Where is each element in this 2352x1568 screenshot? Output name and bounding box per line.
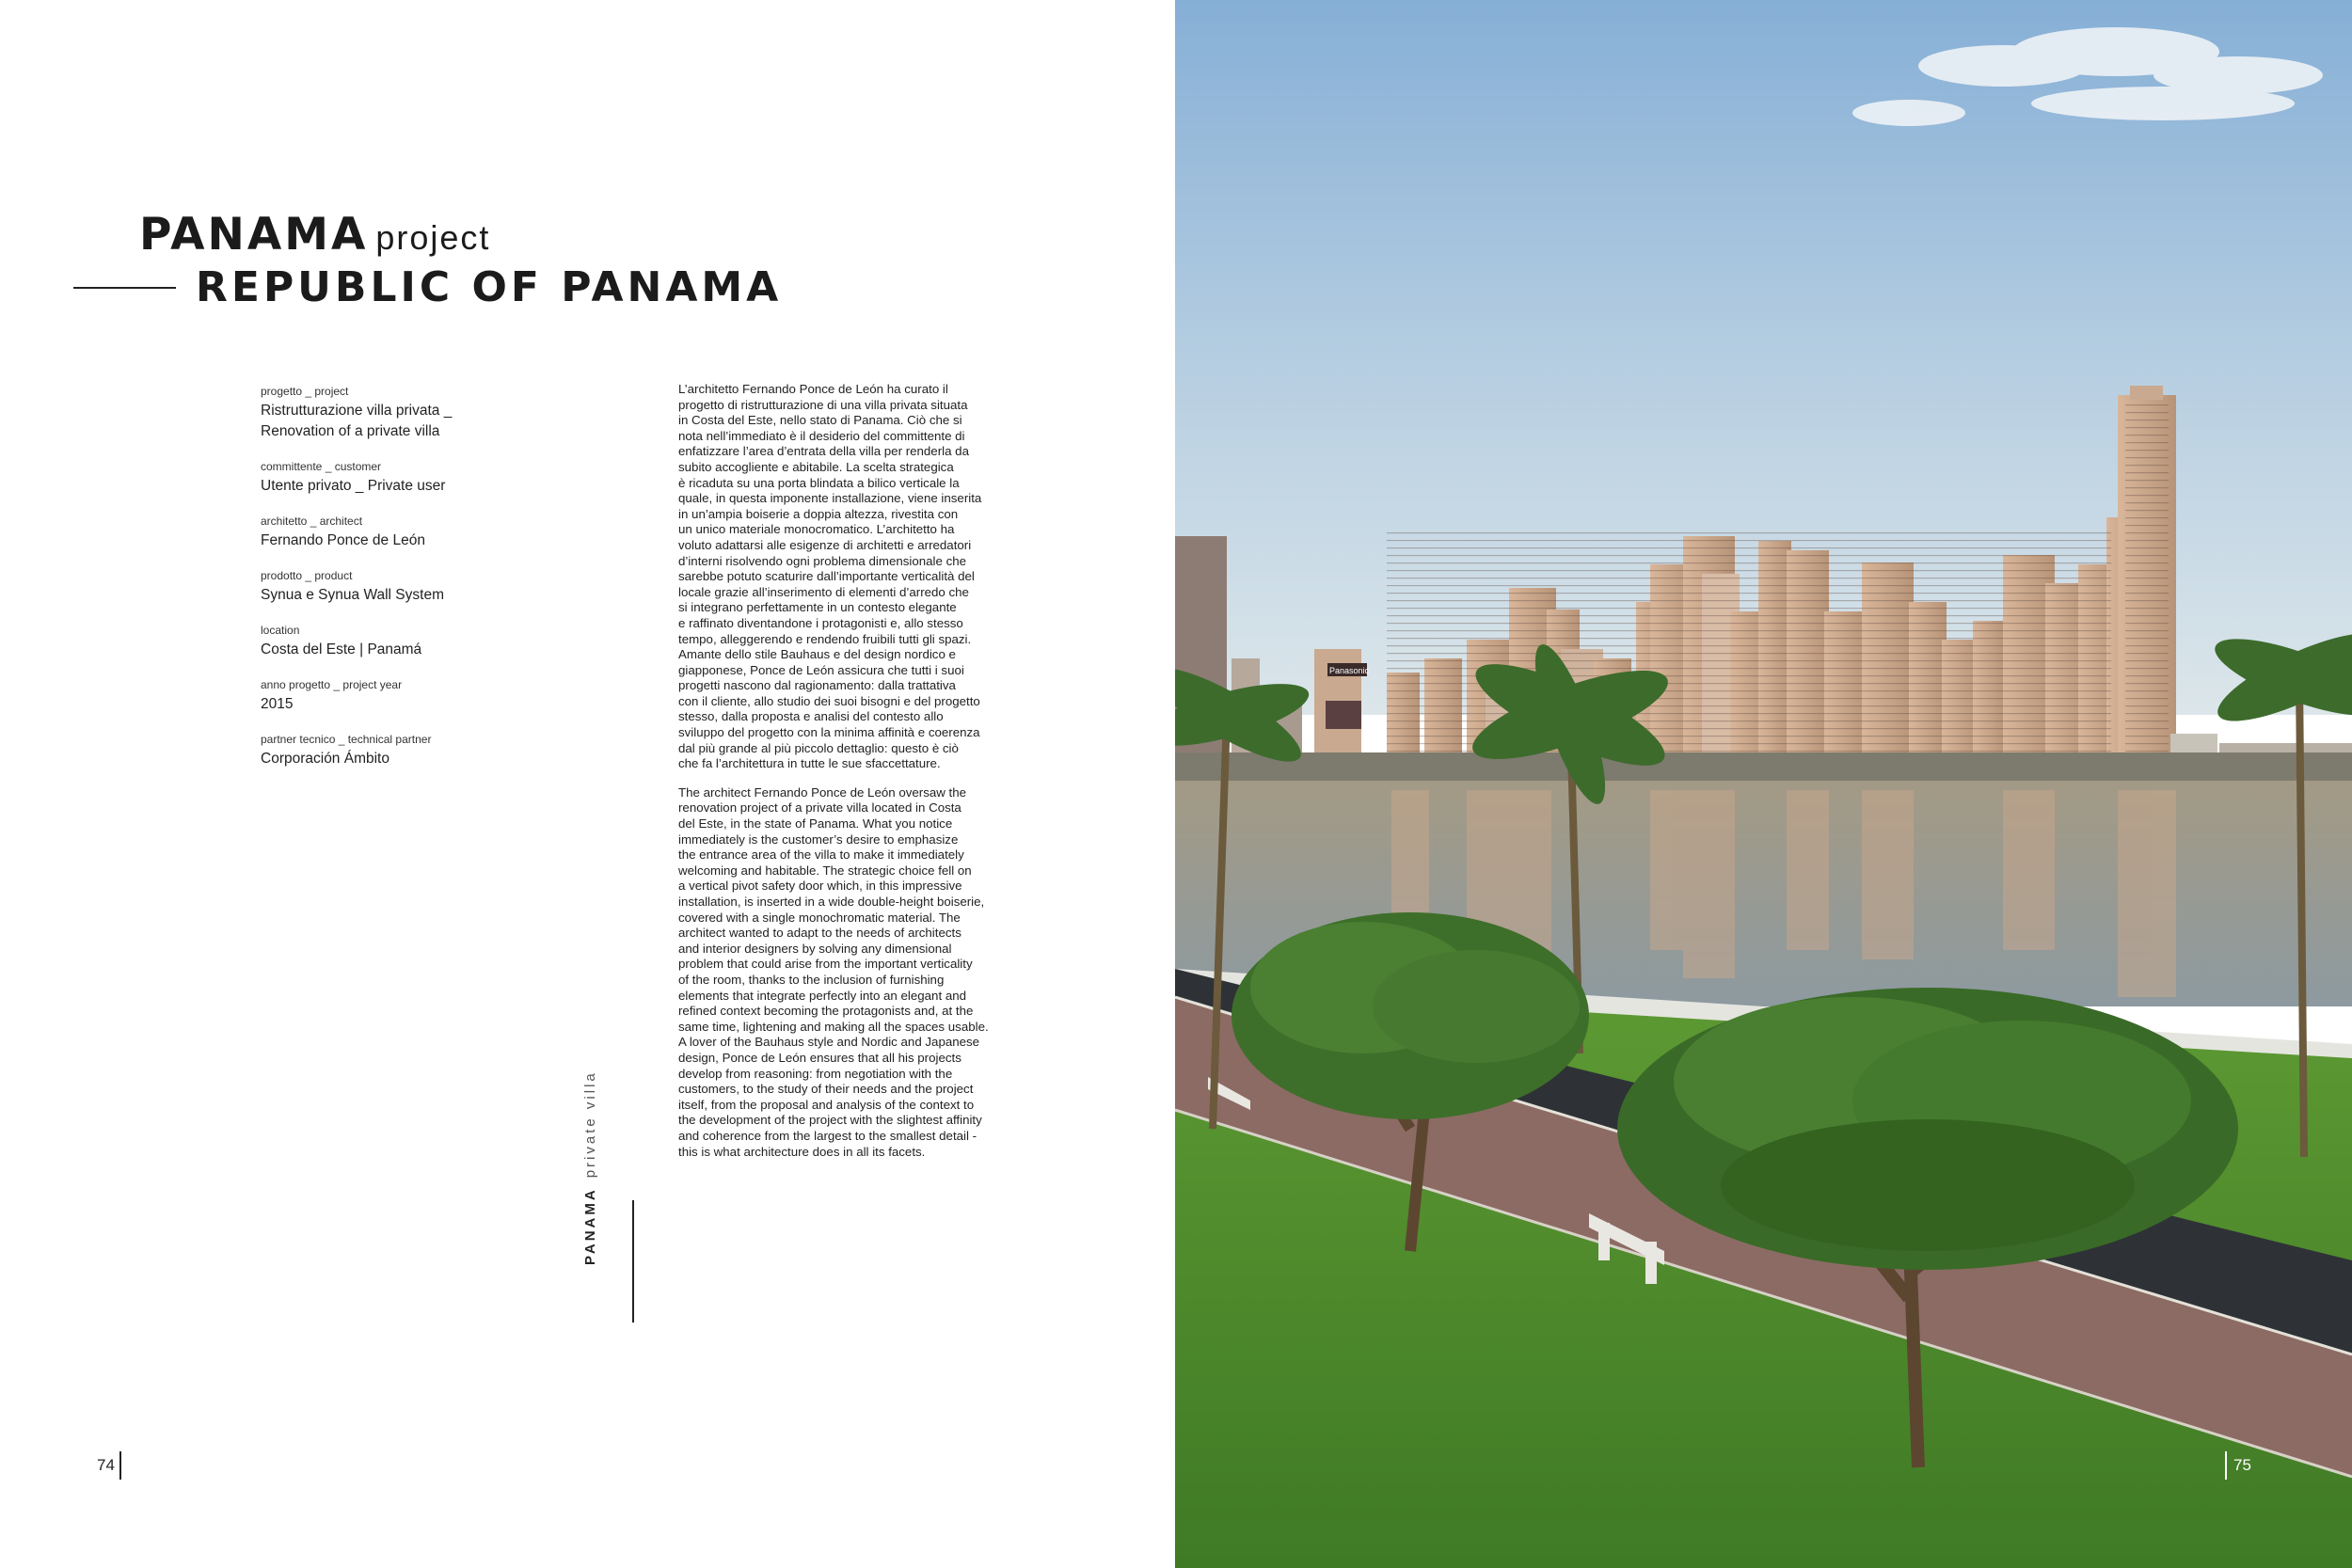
title-bold: PANAMA [139, 209, 369, 261]
spec-item [261, 514, 543, 551]
body-line: subito accogliente e abitabile. La scelta strategica [678, 459, 954, 474]
body-line: covered with a single monochromatic material. The [678, 910, 961, 925]
side-rule [632, 1200, 634, 1323]
body-line: sarebbe potuto scaturire dall’importante verticalità del [678, 569, 975, 584]
body-line: quale, in questa imponente installazione, viene inserita [678, 491, 982, 506]
project-specs [261, 384, 543, 786]
body-line: problem that could arise from the important verticality [678, 957, 973, 972]
body-line: design, Ponce de León ensures that all his projects [678, 1050, 961, 1065]
body-line: customers, to the study of their needs and the project [678, 1082, 974, 1097]
photo-panama-skyline [1175, 0, 2352, 1568]
spec-value: Renovation of a private villa [261, 423, 440, 439]
body-line: L’architetto Fernando Ponce de León ha curato il [678, 382, 948, 396]
spec-value: Corporación Ámbito [261, 751, 389, 767]
body-line: develop from reasoning: from negotiation with the [678, 1066, 953, 1081]
spec-label: progetto _ project [261, 385, 349, 398]
body-line: locale grazie all’inserimento di elementi d’arredo che [678, 584, 969, 599]
body-line: sviluppo del progetto con la minima affinità e coerenza [678, 725, 980, 740]
body-text [678, 382, 1017, 1160]
body-line: and coherence from the largest to the smallest detail - [678, 1128, 977, 1143]
body-english [678, 785, 1017, 1160]
body-line: welcoming and habitable. The strategic choice fell on [678, 863, 972, 878]
body-line: che fa l’architettura in tutte le sue sfaccettature. [678, 756, 941, 771]
body-line: si integrano perfettamente in un contesto elegante [678, 600, 957, 615]
body-line: giapponese, Ponce de León assicura che tutti i suoi [678, 662, 964, 677]
body-line: A lover of the Bauhaus style and Nordic and Japanese [678, 1035, 980, 1050]
page-number-right: 75 [2233, 1456, 2251, 1474]
body-line: installation, is inserted in a wide double-height boiserie, [678, 895, 985, 909]
body-line: voluto adattarsi alle esigenze di architetti e arredatori [678, 537, 972, 552]
body-line: con il cliente, allo studio dei suoi bisogni e del progetto [678, 693, 980, 708]
body-line: the development of the project with the slightest affinity [678, 1113, 982, 1128]
body-line: un unico materiale monocromatico. L’architetto ha [678, 522, 955, 537]
body-line: The architect Fernando Ponce de León oversaw the [678, 784, 967, 800]
body-line: refined context becoming the protagonists and, at the [678, 1004, 974, 1019]
spec-label: location [261, 624, 300, 637]
body-line: nota nell’immediato è il desiderio del committente di [678, 428, 965, 443]
body-line: renovation project of a private villa located in Costa [678, 800, 961, 816]
body-line: in Costa del Este, nello stato di Panama. Ciò che si [678, 413, 962, 428]
body-line: architect wanted to adapt to the needs of architects [678, 926, 961, 941]
spec-label: anno progetto _ project year [261, 678, 403, 691]
skyline-photo-svg [1175, 0, 2352, 1568]
body-line: del Este, in the state of Panama. What you notice [678, 816, 953, 832]
body-line: itself, from the proposal and analysis of the context to [678, 1097, 975, 1112]
body-italian [678, 382, 1017, 772]
body-line: in un’ampia boiserie a doppia altezza, rivestita con [678, 506, 959, 521]
body-line: stesso, dalla proposta e analisi del contesto allo [678, 709, 944, 724]
body-line: Amante dello stile Bauhaus e del design nordico e [678, 647, 956, 662]
spec-item [261, 623, 543, 660]
left-page [0, 0, 1175, 1568]
spec-label: partner tecnico _ technical partner [261, 733, 432, 746]
body-line: immediately is the customer’s desire to emphasize [678, 832, 959, 847]
page-title-line2: REPUBLIC OF PANAMA [196, 263, 783, 311]
side-label-light: private villa [582, 1070, 598, 1179]
body-line: enfatizzare l’area d’entrata della villa per renderla da [678, 444, 969, 459]
title-rule [73, 287, 176, 289]
spec-value: 2015 [261, 696, 294, 712]
page-title-line1 [139, 209, 491, 261]
body-line: progetti nascono dal ragionamento: dalla trattativa [678, 678, 956, 693]
body-line: same time, lightening and making all the spaces usable. [678, 1019, 989, 1034]
body-line: elements that integrate perfectly into an elegant and [678, 988, 967, 1003]
spec-value: Synua e Synua Wall System [261, 587, 444, 603]
page-number-right-bar [2225, 1451, 2227, 1480]
body-line: the entrance area of the villa to make it immediately [678, 847, 964, 863]
page-number-left: 74 [97, 1456, 115, 1474]
billboard-text: Panasonic [1329, 666, 1370, 675]
spec-label: committente _ customer [261, 460, 382, 473]
title-thin: project [375, 218, 491, 257]
shoreline [1175, 752, 2352, 781]
spec-value: Ristrutturazione villa privata _ [261, 403, 453, 419]
spec-item [261, 568, 543, 606]
spec-value: Utente privato _ Private user [261, 478, 446, 494]
spec-item [261, 384, 543, 442]
body-line: this is what architecture does in all its facets. [678, 1144, 926, 1159]
body-line: and interior designers by solving any dimensional [678, 941, 952, 956]
spec-item [261, 459, 543, 497]
body-line: e raffinato diventandone i protagonisti e, allo stesso [678, 615, 963, 630]
side-label-bold: PANAMA [582, 1187, 598, 1265]
spec-label: prodotto _ product [261, 569, 353, 582]
body-line: of the room, thanks to the inclusion of furnishing [678, 972, 945, 987]
spec-value: Fernando Ponce de León [261, 532, 425, 548]
body-line: dal più grande al più piccolo dettaglio: questo è ciò [678, 740, 959, 755]
body-line: progetto di ristrutturazione di una villa privata situata [678, 397, 968, 412]
spec-label: architetto _ architect [261, 515, 363, 528]
page-number-left-bar [119, 1451, 121, 1480]
body-line: è ricaduta su una porta blindata a bilico verticale la [678, 475, 960, 490]
spec-item [261, 732, 543, 769]
body-line: tempo, alleggerendo e rendendo fruibili tutti gli spazi. [678, 631, 972, 646]
body-line: a vertical pivot safety door which, in this impressive [678, 879, 962, 894]
spec-item [261, 677, 543, 715]
body-line: d’interni risolvendo ogni problema dimensionale che [678, 553, 967, 568]
spec-value: Costa del Este | Panamá [261, 641, 422, 657]
